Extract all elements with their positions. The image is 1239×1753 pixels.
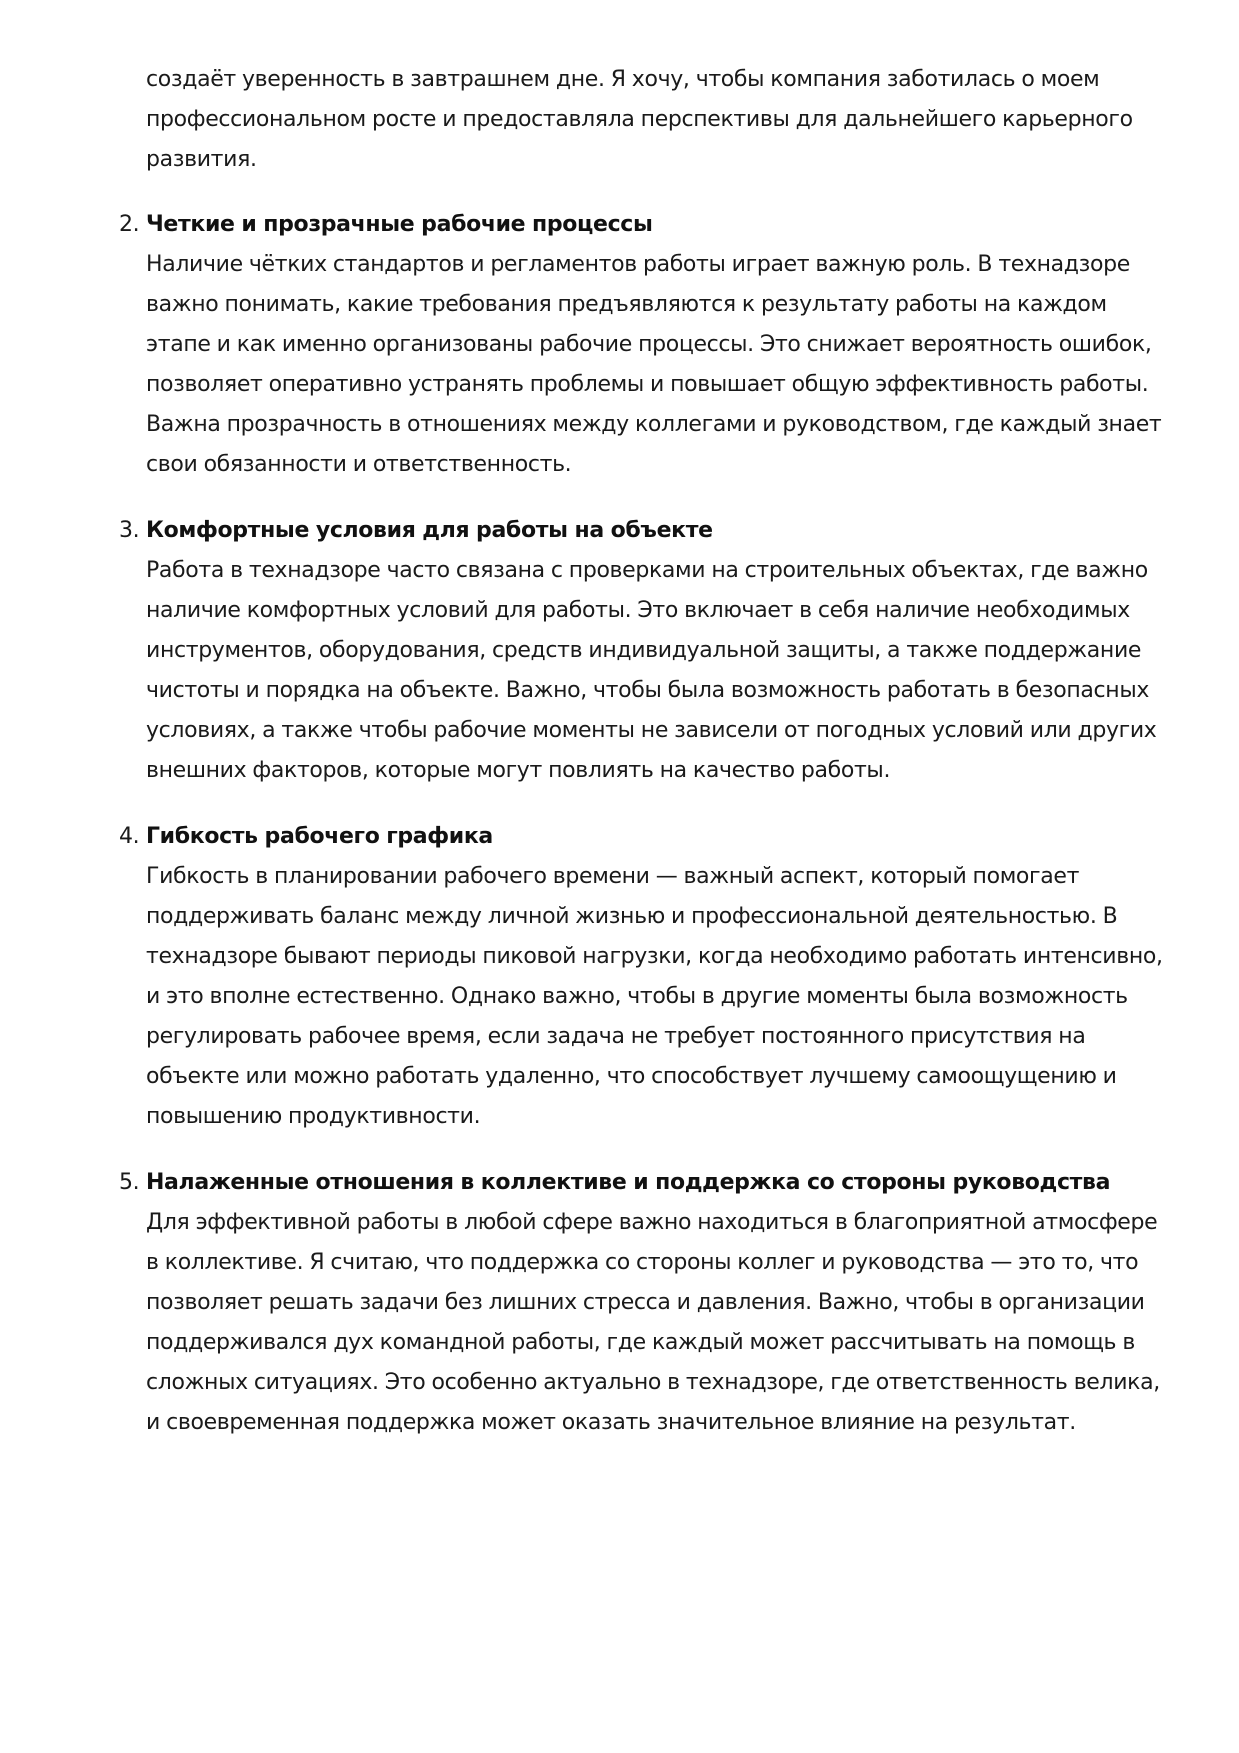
list-item-text: Наличие чётких стандартов и регламентов работы играет важную роль. В технадзоре важно понимать, какие требования предъявляются к результату работы на каждом этапе и как именно организованы рабочие процессы. Это снижает вероятность ошибок, позволяет оперативно устранять проблемы и повышает общую эффективность работы. Важна прозрачность в отношениях между коллегами и руководством, где каждый знает свои обязанности и ответственность. (146, 252, 1162, 477)
list-item (119, 511, 1166, 791)
list-item-title: Четкие и прозрачные рабочие процессы (146, 212, 653, 237)
list-item-text: Для эффективной работы в любой сфере важно находиться в благоприятной атмосфере в коллективе. Я считаю, что поддержка со стороны коллег и руководства — это то, что позволяет решать задачи без лишних стресса и давления. Важно, чтобы в организации поддерживался дух командной работы, где каждый может рассчитывать на помощь в сложных ситуациях. Это особенно актуально в технадзоре, где ответственность велика, и своевременная поддержка может оказать значительное влияние на результат. (146, 1210, 1160, 1435)
list-item-number: 5. (119, 1170, 140, 1195)
intro-paragraph: создаёт уверенность в завтрашнем дне. Я хочу, чтобы компания заботилась о моем профессиональном росте и предоставляла перспективы для дальнейшего карьерного развития. (146, 67, 1133, 172)
list-item-title: Гибкость рабочего графика (146, 824, 493, 849)
list-item (119, 817, 1166, 1137)
list-item-number: 4. (119, 824, 140, 849)
list-item-text: Гибкость в планировании рабочего времени — важный аспект, который помогает поддерживать баланс между личной жизнью и профессиональной деятельностью. В технадзоре бывают периоды пиковой нагрузки, когда необходимо работать интенсивно, и это вполне естественно. Однако важно, чтобы в другие моменты была возможность регулировать рабочее время, если задача не требует постоянного присутствия на объекте или можно работать удаленно, что способствует лучшему самоощущению и повышению продуктивности. (146, 864, 1163, 1129)
list-item-text: Работа в технадзоре часто связана с проверками на строительных объектах, где важно наличие комфортных условий для работы. Это включает в себя наличие необходимых инструментов, оборудования, средств индивидуальной защиты, а также поддержание чистоты и порядка на объекте. Важно, чтобы была возможность работать в безопасных условиях, а также чтобы рабочие моменты не зависели от погодных условий или других внешних факторов, которые могут повлиять на качество работы. (146, 558, 1157, 783)
list-item-number: 3. (119, 518, 140, 543)
requirements-list (119, 205, 1166, 1469)
list-item-title: Налаженные отношения в коллективе и поддержка со стороны руководства (146, 1170, 1111, 1195)
list-item-number: 2. (119, 212, 140, 237)
list-item-title: Комфортные условия для работы на объекте (146, 518, 713, 543)
list-item (119, 205, 1166, 485)
list-item (119, 1163, 1166, 1443)
